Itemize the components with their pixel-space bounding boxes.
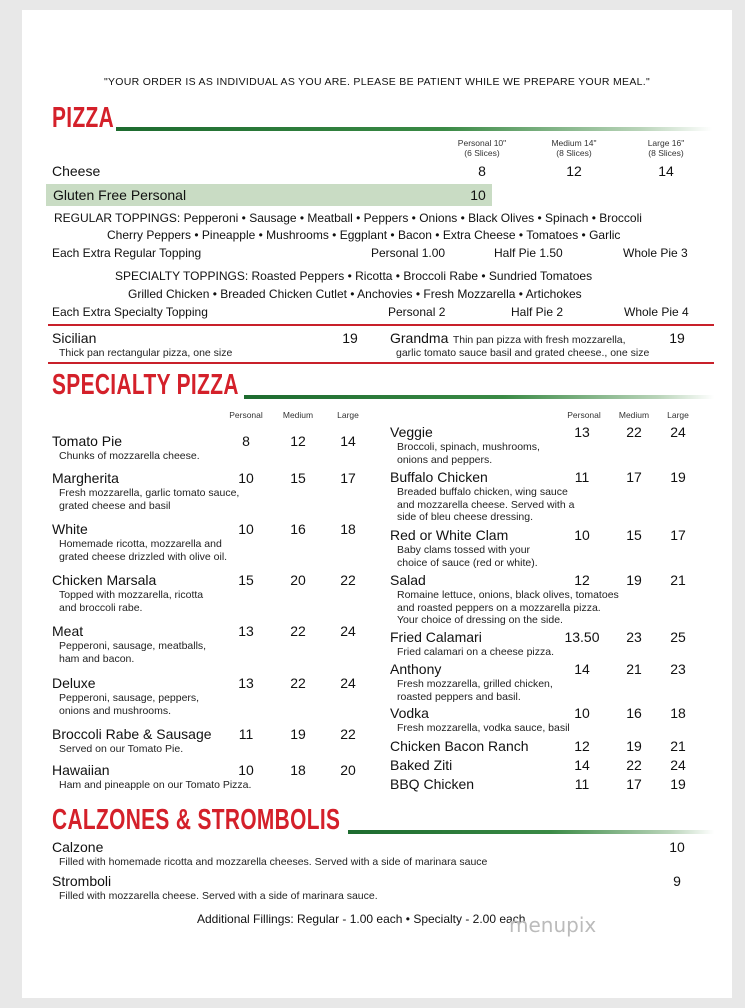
pizza-item-name: Vodka [390, 705, 429, 721]
watermark-logo: menupix [509, 913, 597, 937]
price-large: 24 [340, 675, 356, 691]
divider-red-bottom [48, 362, 714, 364]
price-medium: 15 [626, 527, 642, 543]
pizza-item-name: BBQ Chicken [390, 776, 475, 792]
price-personal: 12 [574, 738, 590, 754]
gluten-free-price: 10 [470, 187, 486, 203]
sicilian-price: 19 [342, 330, 358, 346]
extra-specialty-whole: Whole Pie 4 [624, 305, 689, 319]
pizza-item-desc: grated cheese drizzled with olive oil. [59, 550, 228, 563]
pizza-item-name: Deluxe [52, 675, 96, 691]
pizza-item-desc: Ham and pineapple on our Tomato Pizza. [59, 779, 252, 791]
pizza-section-title: PIZZA [52, 102, 115, 134]
sicilian-desc: Thick pan rectangular pizza, one size [59, 347, 233, 359]
price-medium: 19 [290, 726, 306, 742]
cheese-pizza-name: Cheese [52, 163, 101, 179]
price-personal: 11 [574, 776, 590, 792]
pizza-item-desc: Homemade ricotta, mozzarella and [59, 538, 222, 550]
specialty-toppings-label: SPECIALTY TOPPINGS: [115, 269, 249, 283]
price-large: 25 [670, 629, 686, 645]
specialty-toppings-line-1 [115, 269, 592, 283]
calzone-price: 10 [669, 839, 685, 855]
grandma-price: 19 [669, 330, 685, 346]
pizza-item-desc: choice of sauce (red or white). [397, 556, 538, 569]
specialty-title-rule [244, 395, 714, 399]
price-large: 23 [670, 661, 686, 677]
extra-specialty-half: Half Pie 2 [511, 305, 564, 319]
spec-right-header-personal: Personal [567, 410, 601, 420]
calzone-name: Calzone [52, 839, 104, 855]
price-personal: 13 [238, 623, 254, 639]
pizza-item-desc: Served on our Tomato Pie. [59, 743, 184, 755]
price-medium: 17 [626, 469, 642, 485]
price-large: 19 [670, 469, 686, 485]
pizza-item-desc: Chunks of mozzarella cheese. [59, 450, 200, 462]
price-large: 22 [340, 572, 356, 588]
spec-right-header-large: Large [667, 410, 689, 420]
price-large: 18 [670, 705, 686, 721]
price-medium: 23 [626, 629, 642, 645]
price-personal: 13 [238, 675, 254, 691]
price-personal: 12 [574, 572, 590, 588]
specialty-section-title: SPECIALTY PIZZA [52, 369, 239, 401]
extra-specialty-personal: Personal 2 [388, 305, 446, 319]
tagline: "YOUR ORDER IS AS INDIVIDUAL AS YOU ARE. PLEASE BE PATIENT WHILE WE PREPARE YOUR MEAL." [103, 76, 651, 88]
price-medium: 22 [626, 757, 642, 773]
pizza-item-name: Red or White Clam [390, 527, 509, 543]
size-header-personal: Personal 10" (6 Slices) [457, 138, 507, 158]
menu-page [22, 10, 732, 998]
regular-toppings-label: REGULAR TOPPINGS: [54, 211, 181, 225]
regular-toppings-list-1: Pepperoni • Sausage • Meatball • Peppers • Onions • Black Olives • Spinach • Broccoli [183, 211, 642, 225]
spec-right-header-medium: Medium [618, 410, 650, 420]
price-large: 24 [670, 757, 686, 773]
price-personal: 14 [574, 757, 590, 773]
pizza-item-name: Baked Ziti [390, 757, 453, 773]
price-large: 14 [340, 433, 356, 449]
pizza-item-desc: and roasted peppers on a mozzarella pizza. [397, 601, 601, 614]
price-medium: 17 [626, 776, 642, 792]
gluten-free-name: Gluten Free Personal [53, 187, 187, 203]
spec-left-header-medium: Medium [282, 410, 314, 420]
pizza-item-desc: Pepperoni, sausage, meatballs, [59, 640, 207, 652]
price-medium: 15 [290, 470, 306, 486]
price-personal: 13.50 [564, 629, 600, 645]
pizza-item-desc: onions and mushrooms. [59, 704, 172, 717]
grandma-desc-2: garlic tomato sauce basil and grated cheese., one size [396, 347, 650, 359]
cheese-price-personal: 8 [478, 163, 486, 179]
spec-left-header-personal: Personal [229, 410, 263, 420]
stromboli-name: Stromboli [52, 873, 112, 889]
sicilian-name: Sicilian [52, 330, 97, 346]
extra-regular-whole: Whole Pie 3 [623, 246, 688, 260]
pizza-item-desc: Breaded buffalo chicken, wing sauce [397, 486, 568, 498]
price-personal: 10 [574, 527, 590, 543]
regular-toppings-line-1 [54, 211, 642, 225]
pizza-item-name: White [52, 521, 88, 537]
pizza-item-desc: Fried calamari on a cheese pizza. [397, 646, 554, 658]
stromboli-price: 9 [673, 873, 681, 889]
price-personal: 10 [238, 762, 254, 778]
extra-specialty-label: Each Extra Specialty Topping [52, 305, 208, 319]
price-medium: 20 [290, 572, 306, 588]
pizza-item-desc: ham and bacon. [59, 652, 135, 665]
extra-regular-half: Half Pie 1.50 [494, 246, 563, 260]
price-large: 19 [670, 776, 686, 792]
price-personal: 10 [238, 470, 254, 486]
price-large: 17 [670, 527, 686, 543]
pizza-item-desc: roasted peppers and basil. [397, 690, 521, 703]
pizza-item-name: Anthony [390, 661, 442, 677]
pizza-item-name: Margherita [52, 470, 119, 486]
price-personal: 15 [238, 572, 254, 588]
grandma-line [390, 330, 626, 348]
price-medium: 22 [626, 424, 642, 440]
price-personal: 11 [574, 469, 590, 485]
pizza-item-desc: side of bleu cheese dressing. [397, 511, 534, 523]
cheese-price-medium: 12 [566, 163, 582, 179]
price-personal: 11 [238, 726, 254, 742]
pizza-item-desc: and mozzarella cheese. Served with a [397, 498, 575, 511]
price-medium: 16 [626, 705, 642, 721]
pizza-item-name: Chicken Bacon Ranch [390, 738, 529, 754]
stromboli-desc: Filled with mozzarella cheese. Served with a side of marinara sauce. [59, 890, 378, 902]
pizza-item-desc: onions and peppers. [397, 453, 493, 466]
price-large: 24 [670, 424, 686, 440]
price-medium: 18 [290, 762, 306, 778]
calzone-desc: Filled with homemade ricotta and mozzarella cheeses. Served with a side of marinara sauce [59, 856, 488, 868]
price-large: 18 [340, 521, 356, 537]
pizza-item-name: Tomato Pie [52, 433, 123, 449]
pizza-item-name: Salad [390, 572, 426, 588]
pizza-item-desc: Fresh mozzarella, vodka sauce, basil [397, 722, 570, 734]
extra-regular-label: Each Extra Regular Topping [52, 246, 202, 260]
specialty-toppings-list-1: Roasted Peppers • Ricotta • Broccoli Rabe • Sundried Tomatoes [251, 269, 593, 283]
pizza-item-desc: Broccoli, spinach, mushrooms, [397, 441, 540, 453]
pizza-item-desc: Romaine lettuce, onions, black olives, tomatoes [397, 589, 619, 601]
pizza-item-name: Meat [52, 623, 84, 639]
grandma-desc-1: Thin pan pizza with fresh mozzarella, [452, 334, 626, 346]
size-header-medium: Medium 14" (8 Slices) [551, 138, 597, 158]
calzones-section-title: CALZONES & STROMBOLIS [52, 804, 341, 836]
price-personal: 13 [574, 424, 590, 440]
price-personal: 14 [574, 661, 590, 677]
price-personal: 10 [574, 705, 590, 721]
pizza-item-name: Buffalo Chicken [390, 469, 488, 485]
pizza-item-name: Chicken Marsala [52, 572, 157, 588]
pizza-item-desc: Fresh mozzarella, grilled chicken, [397, 678, 553, 690]
specialty-toppings-line-2: Grilled Chicken • Breaded Chicken Cutlet • Anchovies • Fresh Mozzarella • Artichokes [128, 287, 582, 301]
price-medium: 12 [290, 433, 306, 449]
extra-regular-personal: Personal 1.00 [371, 246, 446, 260]
pizza-item-desc: grated cheese and basil [59, 499, 171, 512]
price-large: 21 [670, 738, 686, 754]
additional-fillings: Additional Fillings: Regular - 1.00 each • Specialty - 2.00 each [197, 912, 526, 926]
cheese-price-large: 14 [658, 163, 674, 179]
price-large: 17 [340, 470, 356, 486]
price-medium: 19 [626, 572, 642, 588]
pizza-title-rule [116, 127, 712, 131]
grandma-name: Grandma [390, 330, 449, 346]
price-large: 22 [340, 726, 356, 742]
price-medium: 19 [626, 738, 642, 754]
spec-left-header-large: Large [337, 410, 359, 420]
pizza-item-desc: Baby clams tossed with your [397, 544, 531, 556]
regular-toppings-line-2: Cherry Peppers • Pineapple • Mushrooms • Eggplant • Bacon • Extra Cheese • Tomatoes • Garlic [107, 228, 621, 242]
price-large: 24 [340, 623, 356, 639]
price-medium: 21 [626, 661, 642, 677]
pizza-item-name: Broccoli Rabe & Sausage [52, 726, 212, 742]
calzones-title-rule [348, 830, 714, 834]
price-large: 21 [670, 572, 686, 588]
divider-red-top [48, 324, 714, 326]
price-medium: 22 [290, 675, 306, 691]
pizza-item-desc: and broccoli rabe. [59, 601, 143, 614]
price-large: 20 [340, 762, 356, 778]
pizza-item-name: Hawaiian [52, 762, 110, 778]
price-personal: 10 [238, 521, 254, 537]
pizza-item-desc: Topped with mozzarella, ricotta [59, 589, 204, 601]
price-personal: 8 [242, 433, 250, 449]
price-medium: 22 [290, 623, 306, 639]
pizza-item-name: Fried Calamari [390, 629, 482, 645]
pizza-item-desc: Your choice of dressing on the side. [397, 614, 563, 626]
pizza-item-desc: Pepperoni, sausage, peppers, [59, 692, 200, 704]
size-header-large: Large 16" (8 Slices) [647, 138, 685, 158]
pizza-item-desc: Fresh mozzarella, garlic tomato sauce, [59, 487, 240, 499]
price-medium: 16 [290, 521, 306, 537]
pizza-item-name: Veggie [390, 424, 433, 440]
